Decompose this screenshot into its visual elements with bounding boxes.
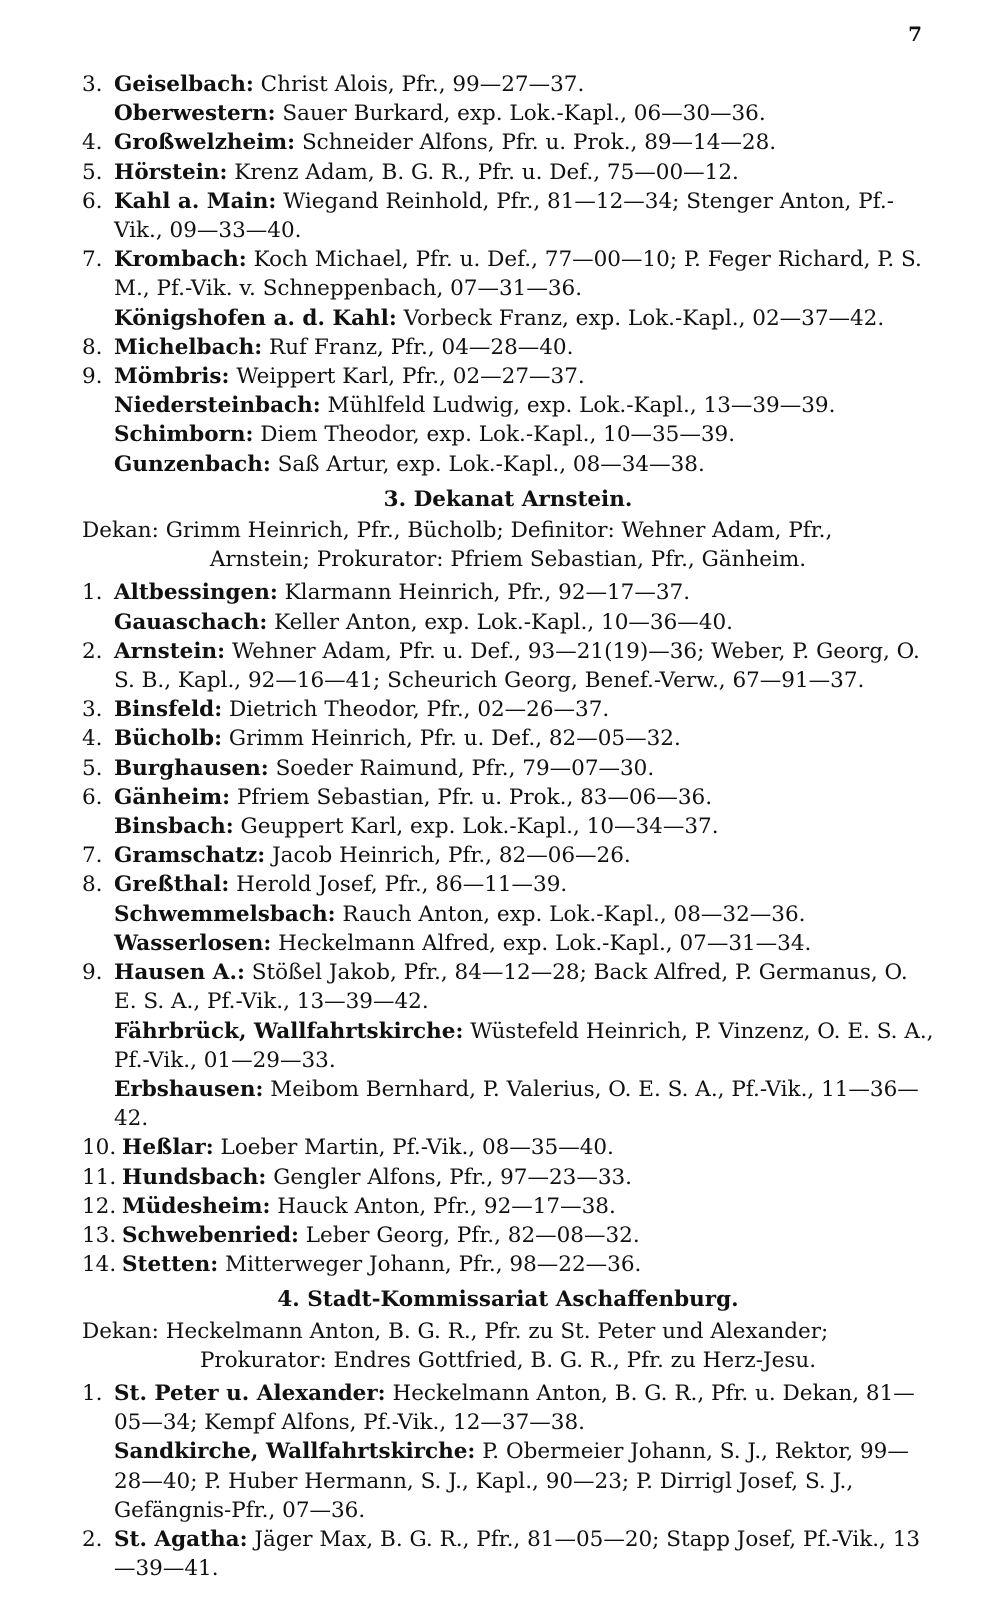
entry-number: 11.: [82, 1164, 117, 1190]
parish-entry: [82, 929, 934, 958]
clergy-details: Loeber Martin, Pf.-Vik., 08—35—40.: [220, 1135, 614, 1161]
parish-entry: [82, 70, 934, 99]
parish-name: Niedersteinbach:: [114, 393, 321, 419]
entry-number: 9.: [82, 364, 103, 390]
parish-entry: [82, 1192, 934, 1221]
clergy-details: Stößel Jakob, Pfr., 84—12—28; Back Alfred, P. Germanus, O. E. S. A., Pf.-Vik., 13—39—42.: [114, 960, 908, 1015]
clergy-details: Schneider Alfons, Pfr. u. Prok., 89—14—28.: [301, 130, 777, 156]
parish-name: Gunzenbach:: [114, 451, 271, 477]
parish-entry: [82, 362, 934, 391]
parish-entry: [82, 900, 934, 929]
clergy-details: Klarmann Heinrich, Pfr., 92—17—37.: [284, 580, 691, 606]
parish-name: St. Peter u. Alexander:: [114, 1380, 386, 1406]
entry-number: 8.: [82, 334, 103, 360]
clergy-details: Wiegand Reinhold, Pfr., 81—12—34; Stenger Anton, Pf.-Vik., 09—33—40.: [114, 188, 894, 244]
page-number: 7: [908, 22, 922, 46]
clergy-details: Diem Theodor, exp. Lok.-Kapl., 10—35—39.: [260, 422, 736, 448]
officials-line: Dekan: Heckelmann Anton, B. G. R., Pfr. zu St. Peter und Alexander;: [82, 1318, 829, 1344]
parish-entry: [82, 245, 934, 303]
clergy-details: Rauch Anton, exp. Lok.-Kapl., 08—32—36.: [342, 901, 806, 927]
clergy-details: Herold Josef, Pfr., 86—11—39.: [236, 872, 568, 898]
entry-number: 7.: [82, 247, 103, 273]
entry-number: 5.: [82, 159, 103, 185]
parish-name: Sandkirche, Wallfahrtskirche:: [114, 1439, 476, 1465]
parish-name: Königshofen a. d. Kahl:: [114, 305, 397, 331]
parish-name: Mömbris:: [114, 364, 230, 390]
clergy-details: Meibom Bernhard, P. Valerius, O. E. S. A., Pf.-Vik., 11—36—42.: [114, 1076, 919, 1132]
entry-number: 14.: [82, 1252, 117, 1278]
parish-entry: [82, 1437, 934, 1525]
parish-entry: [82, 578, 934, 607]
parish-name: Arnstein:: [114, 638, 226, 664]
parish-name: Gänheim:: [114, 784, 231, 810]
parish-name: Krombach:: [114, 247, 247, 273]
officials-line: Prokurator: Endres Gottfried, B. G. R., Pfr. zu Herz-Jesu.: [199, 1347, 817, 1373]
section-officials: [82, 1317, 934, 1375]
parish-entry: [82, 128, 934, 157]
clergy-details: Geuppert Karl, exp. Lok.-Kapl., 10—34—37.: [240, 814, 719, 840]
parish-name: Erbshausen:: [114, 1076, 264, 1102]
entry-number: 12.: [82, 1193, 117, 1219]
entry-number: 2.: [82, 1526, 103, 1552]
parish-entry: [82, 724, 934, 753]
parish-name: Schimborn:: [114, 422, 254, 448]
entry-number: 4.: [82, 130, 103, 156]
parish-entry: [82, 870, 934, 899]
parish-entry: [82, 637, 934, 695]
clergy-details: Dietrich Theodor, Pfr., 02—26—37.: [228, 697, 610, 723]
parish-name: Bücholb:: [114, 726, 223, 752]
parish-entry: [82, 1163, 934, 1192]
entry-number: 3.: [82, 72, 103, 97]
parish-name: Oberwestern:: [114, 101, 276, 127]
parish-entry: [82, 333, 934, 362]
clergy-details: Heckelmann Anton, B. G. R., Pfr. u. Dekan, 81—05—34; Kempf Alfons, Pf.-Vik., 12—37—38.: [114, 1380, 915, 1436]
clergy-details: Heckelmann Alfred, exp. Lok.-Kapl., 07—31—34.: [278, 930, 812, 956]
parish-name: Burghausen:: [114, 755, 269, 781]
clergy-details: Sauer Burkard, exp. Lok.-Kapl., 06—30—36.: [282, 101, 766, 127]
parish-name: Altbessingen:: [114, 580, 278, 606]
parish-entry: [82, 1525, 934, 1583]
parish-name: Hörstein:: [114, 159, 228, 185]
parish-name: Michelbach:: [114, 334, 263, 360]
clergy-details: Saß Artur, exp. Lok.-Kapl., 08—34—38.: [277, 451, 705, 477]
parish-entry: [82, 695, 934, 724]
parish-name: Gauaschach:: [114, 609, 268, 635]
entry-number: 4.: [82, 726, 103, 752]
parish-entry: [82, 1221, 934, 1250]
parish-entry: [82, 1017, 934, 1075]
clergy-details: Ruf Franz, Pfr., 04—28—40.: [269, 334, 574, 360]
parish-entry: [82, 99, 934, 128]
clergy-details: Grimm Heinrich, Pfr. u. Def., 82—05—32.: [228, 726, 681, 752]
directory-column: [82, 70, 934, 1583]
entry-number: 5.: [82, 755, 103, 781]
clergy-details: Wehner Adam, Pfr. u. Def., 93—21(19)—36; Weber, P. Georg, O. S. B., Kapl., 92—16—41; Scheurich Georg, Benef.-Verw., 67—91—37.: [114, 638, 920, 694]
parish-name: Wasserlosen:: [114, 930, 272, 956]
clergy-details: Mitterweger Johann, Pfr., 98—22—36.: [225, 1252, 642, 1278]
officials-line: Dekan: Grimm Heinrich, Pfr., Bücholb; Definitor: Wehner Adam, Pfr.,: [82, 518, 833, 544]
clergy-details: Weippert Karl, Pfr., 02—27—37.: [236, 364, 585, 390]
parish-name: Geiselbach:: [114, 72, 254, 97]
parish-entry: [82, 1250, 934, 1279]
entry-number: 2.: [82, 638, 103, 664]
clergy-details: Pfriem Sebastian, Pfr. u. Prok., 83—06—36.: [236, 784, 713, 810]
clergy-details: Wüstefeld Heinrich, P. Vinzenz, O. E. S. A., Pf.-Vik., 01—29—33.: [114, 1018, 934, 1073]
parish-name: Stetten:: [122, 1252, 219, 1278]
officials-line: Arnstein; Prokurator: Pfriem Sebastian, Pfr., Gänheim.: [209, 547, 807, 573]
parish-name: Hundsbach:: [122, 1164, 267, 1190]
section-officials: [82, 516, 934, 574]
entry-number: 6.: [82, 188, 103, 214]
entry-number: 10.: [82, 1135, 117, 1161]
entry-number: 3.: [82, 697, 103, 723]
entry-number: 7.: [82, 843, 103, 869]
section-heading: 4. Stadt-Kommissariat Aschaffenburg.: [277, 1287, 739, 1313]
parish-entry: [82, 783, 934, 812]
clergy-details: Koch Michael, Pfr. u. Def., 77—00—10; P. Feger Richard, P. S. M., Pf.-Vik. v. Schneppenbach, 07—31—36.: [114, 247, 922, 302]
parish-entry: [82, 841, 934, 870]
parish-entry: [82, 1133, 934, 1162]
clergy-details: Christ Alois, Pfr., 99—27—37.: [260, 72, 585, 97]
parish-entry: [82, 1075, 934, 1133]
clergy-details: Jacob Heinrich, Pfr., 82—06—26.: [272, 843, 631, 869]
parish-name: Greßthal:: [114, 872, 230, 898]
section-heading: 3. Dekanat Arnstein.: [383, 486, 633, 512]
entry-number: 9.: [82, 960, 103, 986]
parish-name: Hausen A.:: [114, 960, 245, 986]
clergy-details: Leber Georg, Pfr., 82—08—32.: [305, 1222, 640, 1248]
parish-entry: [82, 958, 934, 1016]
parish-name: Binsfeld:: [114, 697, 223, 723]
parish-name: Großwelzheim:: [114, 130, 296, 156]
parish-name: Binsbach:: [114, 814, 234, 840]
parish-entry: [82, 158, 934, 187]
parish-entry: [82, 754, 934, 783]
clergy-details: Jäger Max, B. G. R., Pfr., 81—05—20; Stapp Josef, Pf.-Vik., 13—39—41.: [114, 1526, 921, 1582]
clergy-details: Hauck Anton, Pfr., 92—17—38.: [277, 1193, 616, 1219]
entry-number: 13.: [82, 1222, 117, 1248]
parish-name: Kahl a. Main:: [114, 188, 277, 214]
parish-entry: [82, 812, 934, 841]
parish-entry: [82, 608, 934, 637]
parish-name: Müdesheim:: [122, 1193, 271, 1219]
clergy-details: Vorbeck Franz, exp. Lok.-Kapl., 02—37—42.: [403, 305, 885, 331]
parish-entry: [82, 391, 934, 420]
entry-number: 1.: [82, 1380, 103, 1406]
clergy-details: Soeder Raimund, Pfr., 79—07—30.: [275, 755, 655, 781]
parish-entry: [82, 420, 934, 449]
parish-entry: [82, 450, 934, 479]
clergy-details: Keller Anton, exp. Lok.-Kapl., 10—36—40.: [274, 609, 733, 635]
parish-entry: [82, 187, 934, 245]
clergy-details: Mühlfeld Ludwig, exp. Lok.-Kapl., 13—39—39.: [327, 393, 836, 419]
parish-entry: [82, 304, 934, 333]
entry-number: 6.: [82, 784, 103, 810]
parish-name: Schwebenried:: [122, 1222, 299, 1248]
entry-number: 1.: [82, 580, 103, 606]
clergy-details: Krenz Adam, B. G. R., Pfr. u. Def., 75—00—12.: [234, 159, 739, 185]
parish-name: St. Agatha:: [114, 1526, 248, 1552]
entry-number: 8.: [82, 872, 103, 898]
clergy-details: P. Obermeier Johann, S. J., Rektor, 99—28—40; P. Huber Hermann, S. J., Kapl., 90—23; P. Dirrigl Josef, S. J., Gefängnis-Pfr., 07—36.: [114, 1439, 909, 1523]
parish-name: Heßlar:: [122, 1135, 214, 1161]
parish-name: Fährbrück, Wallfahrtskirche:: [114, 1018, 464, 1044]
clergy-details: Gengler Alfons, Pfr., 97—23—33.: [273, 1164, 633, 1190]
parish-entry: [82, 1379, 934, 1437]
parish-name: Gramschatz:: [114, 843, 266, 869]
parish-name: Schwemmelsbach:: [114, 901, 336, 927]
